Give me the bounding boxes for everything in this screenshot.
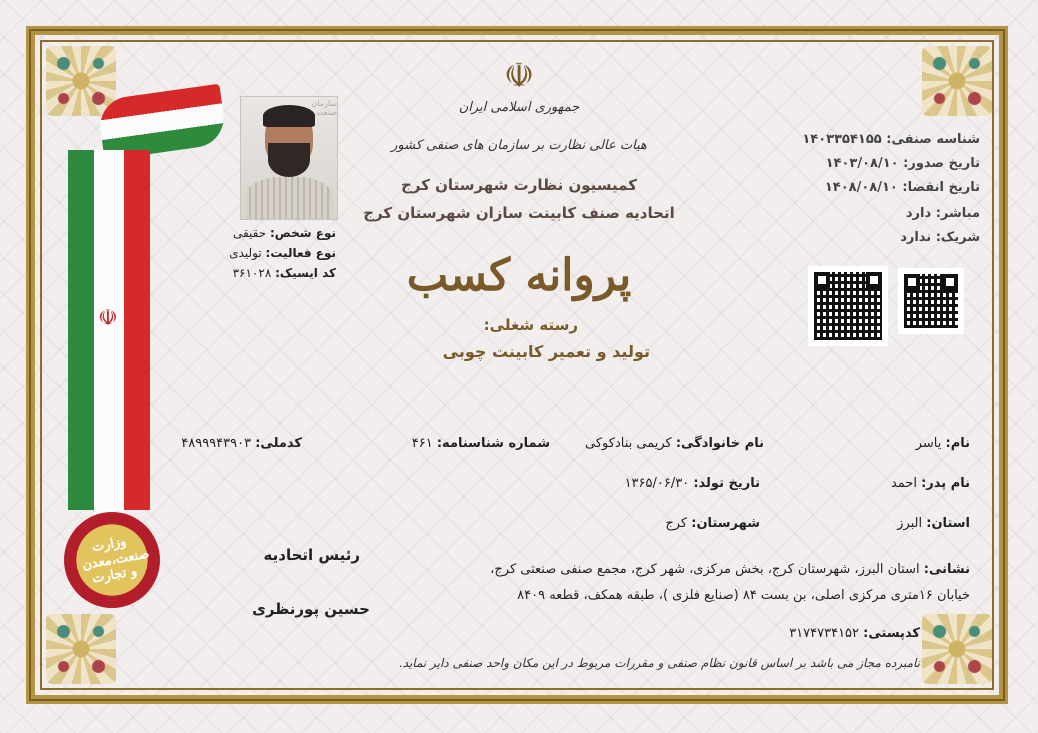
issue-date-value: ۱۴۰۳/۰۸/۱۰ — [825, 156, 899, 171]
birth-date-label: تاریخ تولد: — [693, 476, 760, 491]
father-name — [850, 476, 970, 491]
certificate-title: پروانه کسب — [406, 250, 632, 301]
postal-code-label: کدپستی: — [863, 626, 920, 641]
country-name: جمهوری اسلامی ایران — [458, 100, 580, 115]
commission-name: کمیسیون نظارت شهرستان کرج — [401, 176, 637, 194]
expiry-date-value: ۱۴۰۸/۰۸/۱۰ — [824, 180, 898, 195]
qr-code-icon — [808, 266, 888, 346]
person-type-value: حقیقی — [232, 226, 267, 240]
union-name: اتحادیه صنف کابینت سازان شهرستان کرج — [363, 204, 675, 222]
corner-ornament-bottom-right — [922, 614, 992, 684]
direct-supervisor — [790, 206, 980, 221]
postal-code — [740, 626, 920, 641]
expiry-date-label: تاریخ انقضا: — [902, 180, 980, 195]
national-code-value: ۴۸۹۹۹۴۳۹۰۳ — [181, 436, 252, 451]
birth-date-value: ۱۳۶۵/۰۶/۳۰ — [624, 476, 690, 491]
first-name-label: نام: — [945, 436, 970, 451]
id-number-value: ۴۶۱ — [411, 436, 433, 451]
address-line-1 — [440, 562, 970, 577]
license-id — [790, 132, 980, 147]
last-name-label: نام خانوادگی: — [675, 436, 764, 451]
issue-date — [790, 156, 980, 171]
corner-ornament-bottom-left — [46, 614, 116, 684]
ministry-seal — [64, 512, 160, 608]
expiry-date — [790, 180, 980, 195]
national-code — [172, 436, 302, 451]
photo-watermark: سازمان صنعت — [311, 99, 337, 117]
board-name: هیات عالی نظارت بر سازمان های صنفی کشور — [391, 138, 647, 153]
license-id-value: ۱۴۰۳۳۵۴۱۵۵ — [802, 132, 882, 147]
father-name-label: نام پدر: — [921, 476, 970, 491]
national-code-label: کدملی: — [255, 436, 302, 451]
first-name-value: یاسر — [915, 436, 942, 451]
person-type-label: نوع شخص: — [269, 226, 336, 240]
issue-date-label: تاریخ صدور: — [903, 156, 980, 171]
partner-value: ندارد — [900, 230, 932, 245]
id-number — [411, 436, 550, 451]
isic-code-label: کد ایسیک: — [275, 266, 336, 280]
first-name — [850, 436, 970, 451]
postal-code-value: ۳۱۷۴۷۳۴۱۵۲ — [789, 626, 860, 641]
id-number-label: شماره شناسنامه: — [436, 436, 550, 451]
field-value: تولید و تعمیر کابینت چوبی — [442, 342, 650, 361]
father-name-value: احمد — [890, 476, 917, 491]
address-line-2: خیابان ۱۶متری مرکزی اصلی، بن بست ۸۴ (صنایع فلزی )، طبقه همکف، قطعه ۸۴۰۹ — [517, 588, 970, 603]
footer-note: نامبرده مجاز می باشد بر اساس قانون نظام صنفی و مقررات مربوط در این مکان واحد صنفی دایر نماید. — [398, 656, 920, 670]
iran-emblem-icon: ☫ — [503, 56, 535, 96]
province-value: البرز — [897, 516, 923, 531]
partner — [790, 230, 980, 245]
direct-supervisor-label: مباشر: — [935, 206, 980, 221]
field-label: رسته شغلی: — [483, 316, 578, 334]
signature-role: رئیس اتحادیه — [263, 546, 360, 564]
signature-name: حسین پورنظری — [252, 600, 370, 618]
seal-text: وزارت صنعت،معدن و تجارت — [81, 533, 151, 587]
address-label: نشانی: — [923, 562, 970, 577]
flag-emblem-icon: ☫ — [98, 306, 118, 331]
address-line-1-value: استان البرز، شهرستان کرج، بخش مرکزی، شهر کرج، مجمع صنفی صنعتی کرج، — [490, 562, 920, 577]
city-label: شهرستان: — [691, 516, 760, 531]
last-name-value: کریمی بنادکوکی — [585, 436, 672, 451]
direct-supervisor-value: دارد — [905, 206, 932, 221]
isic-code-value: ۳۶۱۰۲۸ — [232, 266, 272, 280]
city-value: کرج — [665, 516, 688, 531]
birth-date — [594, 476, 760, 491]
city — [600, 516, 760, 531]
activity-type-label: نوع فعالیت: — [265, 246, 336, 260]
activity-type-value: تولیدی — [229, 246, 262, 260]
last-name — [560, 436, 764, 451]
license-id-label: شناسه صنفی: — [886, 132, 980, 147]
province — [850, 516, 970, 531]
province-label: استان: — [926, 516, 970, 531]
qr-code-small-icon — [898, 268, 964, 334]
person-type — [232, 226, 336, 240]
partner-label: شریک: — [935, 230, 980, 245]
